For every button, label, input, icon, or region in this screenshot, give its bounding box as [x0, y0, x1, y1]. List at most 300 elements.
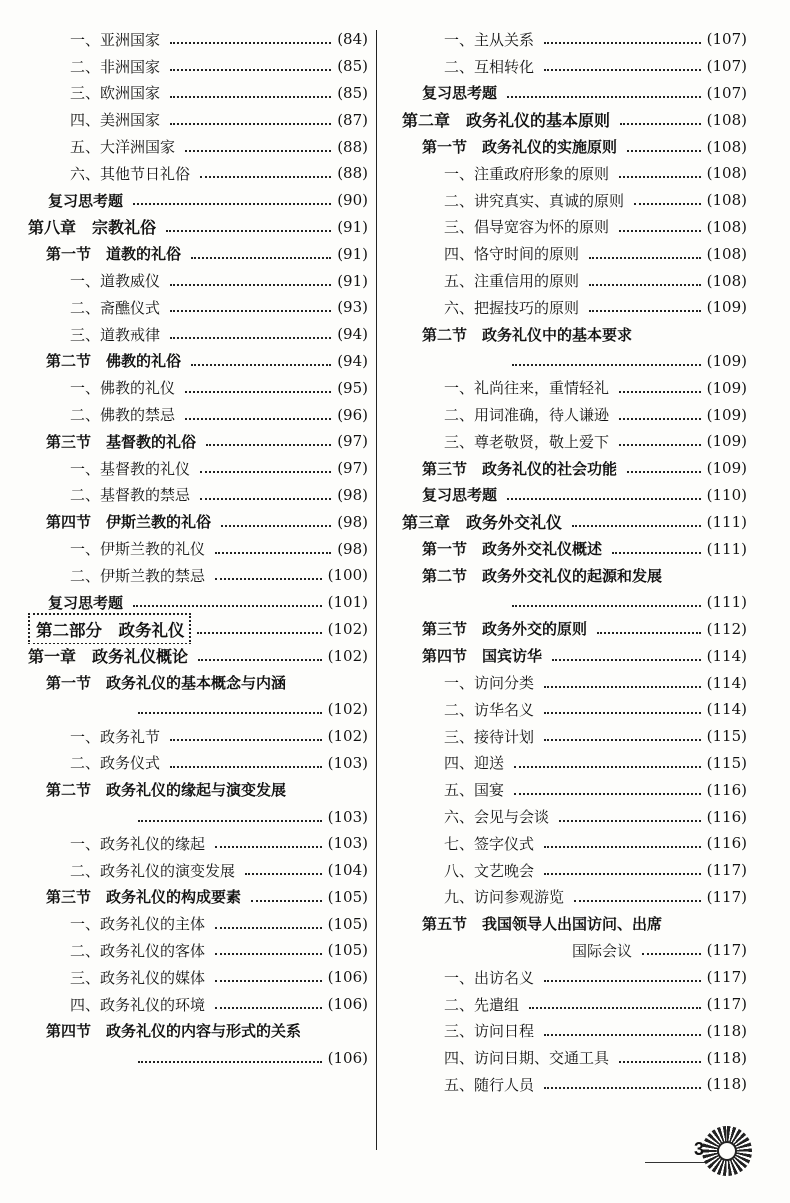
dot-leader: [619, 418, 701, 420]
toc-entry: [402, 508, 747, 535]
toc-entry-page: (104): [327, 861, 368, 880]
toc-entry-page: (105): [327, 941, 368, 960]
dot-leader: [544, 873, 701, 875]
dot-leader: [544, 980, 701, 982]
toc-entry: [28, 803, 368, 830]
toc-entry-title: 一、伊斯兰教的礼仪: [70, 538, 209, 559]
toc-entry-page: (115): [706, 753, 747, 772]
toc-entry-page: (100): [327, 566, 368, 585]
toc-entry-page: (108): [706, 244, 747, 263]
toc-entry-page: (98): [337, 512, 368, 531]
toc-entry-title: 一、政务礼仪的缘起: [70, 833, 209, 854]
toc-entry-title: 第三节 政务外交的原则: [422, 618, 591, 639]
toc-entry-title: 一、主从关系: [444, 29, 538, 50]
dot-leader: [215, 953, 322, 955]
toc-entry: [28, 428, 368, 455]
toc-left-column: [28, 26, 368, 1071]
toc-entry-title: 第三节 政务礼仪的构成要素: [46, 886, 245, 907]
dot-leader: [589, 310, 701, 312]
toc-entry-page: (90): [337, 191, 368, 210]
toc-entry-title: 一、出访名义: [444, 967, 538, 988]
toc-entry-page: (85): [337, 83, 368, 102]
dot-leader: [215, 1007, 322, 1009]
toc-entry-page: (91): [337, 271, 368, 290]
toc-entry-page: (108): [706, 271, 747, 290]
toc-entry-title: 四、恪守时间的原则: [444, 243, 583, 264]
dot-leader: [185, 391, 331, 393]
toc-entry-page: (97): [337, 432, 368, 451]
toc-entry-page: (108): [706, 110, 747, 129]
toc-entry-page: (103): [327, 753, 368, 772]
dot-leader: [544, 69, 701, 71]
dot-leader: [574, 900, 701, 902]
toc-entry-title: 五、大洋洲国家: [70, 136, 179, 157]
toc-entry: [28, 508, 368, 535]
dot-leader: [619, 444, 701, 446]
toc-entry-page: (107): [706, 83, 747, 102]
toc-entry: [28, 857, 368, 884]
dot-leader: [507, 498, 701, 500]
toc-entry-title: 第八章 宗教礼俗: [28, 215, 160, 238]
toc-entry: [28, 133, 368, 160]
toc-entry: [402, 776, 747, 803]
toc-entry: [28, 80, 368, 107]
toc-entry-title: 第一章 政务礼仪概论: [28, 644, 192, 667]
dot-leader: [544, 712, 701, 714]
toc-entry: [28, 267, 368, 294]
toc-entry-page: (88): [337, 164, 368, 183]
toc-entry-title: 第二章 政务礼仪的基本原则: [402, 108, 614, 131]
toc-entry: [402, 1044, 747, 1071]
dot-leader: [170, 123, 331, 125]
toc-entry: [402, 214, 747, 241]
toc-entry: [402, 857, 747, 884]
toc-entry-page: (112): [706, 619, 747, 638]
toc-entry: [402, 133, 747, 160]
toc-entry-page: (109): [706, 405, 747, 424]
dot-leader: [215, 578, 322, 580]
dot-leader: [529, 1007, 701, 1009]
toc-entry: [402, 321, 747, 348]
toc-entry: [402, 374, 747, 401]
toc-entry: [402, 910, 747, 937]
toc-entry: [402, 160, 747, 187]
toc-entry-page: (117): [706, 861, 747, 880]
toc-entry-page: (117): [706, 887, 747, 906]
toc-entry-title: 一、亚洲国家: [70, 29, 164, 50]
dot-leader: [512, 605, 701, 607]
toc-entry-page: (102): [327, 619, 368, 638]
toc-entry-page: (84): [337, 30, 368, 49]
toc-entry-page: (95): [337, 378, 368, 397]
toc-entry: [28, 642, 368, 669]
toc-entry: [402, 482, 747, 509]
toc-entry: [28, 937, 368, 964]
toc-entry: [28, 830, 368, 857]
toc-entry-title: 四、美洲国家: [70, 109, 164, 130]
toc-entry-page: (101): [327, 593, 368, 612]
toc-entry-page: (103): [327, 834, 368, 853]
toc-entry-page: (115): [706, 727, 747, 746]
toc-entry: [28, 723, 368, 750]
dot-leader: [559, 820, 701, 822]
toc-entry-title: 一、政务礼节: [70, 726, 164, 747]
toc-entry-title: 五、国宴: [444, 779, 508, 800]
toc-entry-title: 复习思考题: [422, 484, 501, 505]
toc-entry: [28, 669, 368, 696]
toc-entry-page: (93): [337, 298, 368, 317]
toc-entry-title: 一、访问分类: [444, 672, 538, 693]
toc-entry-title: 二、用词准确，待人谦逊: [444, 404, 613, 425]
toc-entry-page: (109): [706, 378, 747, 397]
dot-leader: [619, 230, 701, 232]
toc-entry-title: 八、文艺晚会: [444, 860, 538, 881]
toc-entry-page: (111): [706, 593, 747, 612]
toc-entry: [402, 723, 747, 750]
toc-entry-title: 一、注重政府形象的原则: [444, 163, 613, 184]
dot-leader: [552, 659, 701, 661]
toc-entry-title: 第二节 政务礼仪中的基本要求: [422, 324, 636, 345]
toc-entry: [28, 401, 368, 428]
toc-entry: [402, 991, 747, 1018]
toc-entry-title: 二、讲究真实、真诚的原则: [444, 190, 628, 211]
toc-entry-page: (88): [337, 137, 368, 156]
toc-entry-page: (106): [327, 995, 368, 1014]
dot-leader: [166, 230, 331, 232]
toc-entry-title: 三、道教戒律: [70, 324, 164, 345]
dot-leader: [544, 1087, 701, 1089]
dot-leader: [138, 712, 322, 714]
dot-leader: [627, 471, 701, 473]
toc-entry: [402, 187, 747, 214]
toc-entry-title: 第四节 国宾访华: [422, 645, 546, 666]
toc-entry-page: (106): [327, 1048, 368, 1067]
toc-entry: [402, 669, 747, 696]
shell-ornament-icon: [702, 1126, 752, 1176]
toc-entry-page: (108): [706, 137, 747, 156]
toc-entry-title: 第二节 政务礼仪的缘起与演变发展: [46, 779, 290, 800]
toc-entry-title: 二、先遣组: [444, 994, 523, 1015]
dot-leader: [642, 953, 701, 955]
toc-entry-title: 国际会议: [572, 940, 636, 961]
toc-entry: [402, 428, 747, 455]
toc-entry: [402, 937, 747, 964]
toc-entry-title: 四、迎送: [444, 752, 508, 773]
toc-entry: [402, 535, 747, 562]
toc-entry-title: 三、接待计划: [444, 726, 538, 747]
toc-entry-page: (91): [337, 217, 368, 236]
toc-entry-title: 第三节 政务礼仪的社会功能: [422, 458, 621, 479]
toc-entry-title: 二、政务礼仪的演变发展: [70, 860, 239, 881]
toc-entry-page: (102): [327, 646, 368, 665]
toc-entry-page: (102): [327, 727, 368, 746]
toc-entry: [28, 321, 368, 348]
dot-leader: [544, 739, 701, 741]
toc-entry-title: 三、尊老敬贤，敬上爱下: [444, 431, 613, 452]
toc-entry-title: 六、其他节日礼俗: [70, 163, 194, 184]
toc-entry: [28, 26, 368, 53]
toc-entry: [28, 535, 368, 562]
toc-entry-title: 第一节 政务外交礼仪概述: [422, 538, 606, 559]
toc-entry-title: 第三节 基督教的礼俗: [46, 431, 200, 452]
dot-leader: [619, 176, 701, 178]
toc-entry-title: 一、佛教的礼仪: [70, 377, 179, 398]
toc-entry: [28, 294, 368, 321]
toc-entry-title: 二、基督教的禁忌: [70, 484, 194, 505]
toc-entry: [28, 991, 368, 1018]
toc-entry-title: 九、访问参观游览: [444, 886, 568, 907]
dot-leader: [215, 980, 322, 982]
dot-leader: [133, 203, 331, 205]
toc-entry: [402, 884, 747, 911]
toc-entry-title: 五、随行人员: [444, 1074, 538, 1095]
toc-entry-title: 五、注重信用的原则: [444, 270, 583, 291]
toc-entry: [402, 1071, 747, 1098]
toc-entry: [402, 964, 747, 991]
toc-entry-title: 二、政务礼仪的客体: [70, 940, 209, 961]
toc-entry-title: 七、签字仪式: [444, 833, 538, 854]
toc-entry-page: (118): [706, 1021, 747, 1040]
dot-leader: [170, 96, 331, 98]
toc-entry-page: (105): [327, 887, 368, 906]
toc-entry: [402, 455, 747, 482]
toc-entry-page: (109): [706, 351, 747, 370]
dot-leader: [185, 418, 331, 420]
toc-entry-page: (85): [337, 57, 368, 76]
dot-leader: [185, 150, 331, 152]
toc-entry-page: (117): [706, 941, 747, 960]
toc-entry-title: 复习思考题: [422, 82, 501, 103]
dot-leader: [170, 337, 331, 339]
dot-leader: [138, 820, 322, 822]
toc-entry-title: 第二部分 政务礼仪: [28, 613, 191, 645]
toc-entry-page: (94): [337, 325, 368, 344]
toc-entry-title: 四、访问日期、交通工具: [444, 1047, 613, 1068]
toc-entry: [402, 294, 747, 321]
toc-entry: [402, 803, 747, 830]
dot-leader: [198, 659, 322, 661]
toc-entry-title: 二、政务仪式: [70, 752, 164, 773]
toc-entry: [402, 26, 747, 53]
toc-entry-title: 第一节 政务礼仪的基本概念与内涵: [46, 672, 290, 693]
dot-leader: [619, 1061, 701, 1063]
dot-leader: [200, 176, 331, 178]
toc-entry: [402, 106, 747, 133]
toc-entry: [402, 750, 747, 777]
toc-entry: [28, 884, 368, 911]
toc-entry: [28, 214, 368, 241]
toc-entry: [402, 562, 747, 589]
toc-entry: [28, 160, 368, 187]
toc-entry-page: (106): [327, 968, 368, 987]
toc-entry: [28, 187, 368, 214]
toc-entry: [28, 240, 368, 267]
toc-entry: [28, 696, 368, 723]
dot-leader: [589, 257, 701, 259]
dot-leader: [619, 391, 701, 393]
toc-entry: [28, 482, 368, 509]
toc-entry: [28, 589, 368, 616]
toc-entry-title: 三、访问日程: [444, 1020, 538, 1041]
toc-entry: [28, 776, 368, 803]
toc-entry-title: 三、倡导宽容为怀的原则: [444, 216, 613, 237]
toc-entry-title: 第二节 佛教的礼俗: [46, 350, 185, 371]
toc-entry-page: (87): [337, 110, 368, 129]
toc-entry-page: (96): [337, 405, 368, 424]
toc-entry-page: (109): [706, 298, 747, 317]
dot-leader: [544, 686, 701, 688]
toc-entry-page: (111): [706, 512, 747, 531]
dot-leader: [634, 203, 701, 205]
toc-entry-title: 二、互相转化: [444, 56, 538, 77]
toc-entry-title: 复习思考题: [48, 592, 127, 613]
dot-leader: [170, 766, 322, 768]
dot-leader: [197, 632, 322, 634]
toc-entry-title: 一、礼尚往来，重情轻礼: [444, 377, 613, 398]
toc-entry-title: 复习思考题: [48, 190, 127, 211]
toc-entry-page: (117): [706, 968, 747, 987]
dot-leader: [514, 766, 701, 768]
toc-entry: [402, 267, 747, 294]
toc-entry-page: (107): [706, 30, 747, 49]
toc-entry-title: 第一节 道教的礼俗: [46, 243, 185, 264]
dot-leader: [627, 150, 701, 152]
toc-entry-title: 三、欧洲国家: [70, 82, 164, 103]
toc-entry: [402, 696, 747, 723]
toc-entry-page: (108): [706, 164, 747, 183]
dot-leader: [512, 364, 701, 366]
dot-leader: [589, 284, 701, 286]
toc-entry: [28, 1044, 368, 1071]
toc-entry-page: (91): [337, 244, 368, 263]
toc-entry: [28, 1017, 368, 1044]
toc-entry: [402, 616, 747, 643]
toc-entry-page: (114): [706, 646, 747, 665]
toc-entry-page: (114): [706, 673, 747, 692]
page-number: 3: [694, 1139, 705, 1159]
toc-entry-title: 二、伊斯兰教的禁忌: [70, 565, 209, 586]
toc-entry: [402, 240, 747, 267]
toc-entry-page: (103): [327, 807, 368, 826]
dot-leader: [200, 498, 331, 500]
dot-leader: [200, 471, 331, 473]
dot-leader: [514, 793, 701, 795]
dot-leader: [138, 1061, 322, 1063]
toc-entry-page: (118): [706, 1075, 747, 1094]
dot-leader: [206, 444, 331, 446]
toc-entry-title: 六、把握技巧的原则: [444, 297, 583, 318]
toc-entry-title: 第二节 政务外交礼仪的起源和发展: [422, 565, 666, 586]
toc-entry-page: (98): [337, 539, 368, 558]
dot-leader: [170, 69, 331, 71]
dot-leader: [133, 605, 322, 607]
toc-entry-page: (97): [337, 459, 368, 478]
toc-entry-title: 一、政务礼仪的主体: [70, 913, 209, 934]
dot-leader: [191, 364, 331, 366]
toc-entry-title: 六、会见与会谈: [444, 806, 553, 827]
toc-right-column: [402, 26, 747, 1098]
toc-entry-title: 三、政务礼仪的媒体: [70, 967, 209, 988]
toc-entry-page: (107): [706, 57, 747, 76]
toc-entry: [28, 964, 368, 991]
toc-entry-page: (98): [337, 485, 368, 504]
dot-leader: [215, 552, 331, 554]
dot-leader: [544, 846, 701, 848]
dot-leader: [251, 900, 322, 902]
dot-leader: [572, 525, 701, 527]
toc-entry-page: (111): [706, 539, 747, 558]
dot-leader: [170, 310, 331, 312]
toc-entry-page: (116): [706, 834, 747, 853]
dot-leader: [215, 846, 322, 848]
dot-leader: [544, 1034, 701, 1036]
toc-entry-title: 四、政务礼仪的环境: [70, 994, 209, 1015]
toc-entry: [28, 616, 368, 643]
toc-entry-title: 第三章 政务外交礼仪: [402, 510, 566, 533]
toc-entry-title: 一、基督教的礼仪: [70, 458, 194, 479]
toc-entry: [402, 642, 747, 669]
toc-entry-page: (105): [327, 914, 368, 933]
toc-entry-page: (102): [327, 700, 368, 719]
toc-entry: [402, 348, 747, 375]
dot-leader: [170, 739, 322, 741]
toc-entry: [28, 106, 368, 133]
dot-leader: [170, 42, 331, 44]
toc-entry-page: (109): [706, 432, 747, 451]
toc-entry-title: 二、非洲国家: [70, 56, 164, 77]
toc-entry-page: (114): [706, 700, 747, 719]
toc-entry: [402, 830, 747, 857]
toc-entry: [402, 589, 747, 616]
toc-entry-page: (117): [706, 995, 747, 1014]
toc-entry: [28, 348, 368, 375]
toc-entry-page: (109): [706, 459, 747, 478]
toc-entry-title: 一、道教威仪: [70, 270, 164, 291]
toc-entry: [28, 53, 368, 80]
toc-entry-page: (116): [706, 807, 747, 826]
dot-leader: [191, 257, 331, 259]
toc-entry-page: (94): [337, 351, 368, 370]
dot-leader: [245, 873, 322, 875]
toc-entry: [402, 53, 747, 80]
dot-leader: [170, 284, 331, 286]
toc-entry: [402, 401, 747, 428]
toc-entry-title: 二、佛教的禁忌: [70, 404, 179, 425]
toc-entry-title: 第四节 伊斯兰教的礼俗: [46, 511, 215, 532]
toc-entry: [28, 374, 368, 401]
toc-entry: [28, 910, 368, 937]
dot-leader: [221, 525, 331, 527]
toc-entry-page: (116): [706, 780, 747, 799]
dot-leader: [597, 632, 701, 634]
toc-entry-title: 第四节 政务礼仪的内容与形式的关系: [46, 1020, 305, 1041]
toc-entry: [28, 562, 368, 589]
page-number-rule: [645, 1162, 705, 1163]
dot-leader: [507, 96, 701, 98]
toc-entry: [402, 1017, 747, 1044]
toc-entry-page: (108): [706, 191, 747, 210]
toc-entry-page: (108): [706, 217, 747, 236]
toc-entry: [28, 455, 368, 482]
toc-entry-title: 第五节 我国领导人出国访问、出席: [422, 913, 666, 934]
dot-leader: [544, 42, 701, 44]
toc-entry: [28, 750, 368, 777]
toc-entry-page: (118): [706, 1048, 747, 1067]
dot-leader: [612, 552, 701, 554]
column-divider: [376, 30, 377, 1150]
toc-entry-page: (110): [706, 485, 747, 504]
toc-entry: [402, 80, 747, 107]
